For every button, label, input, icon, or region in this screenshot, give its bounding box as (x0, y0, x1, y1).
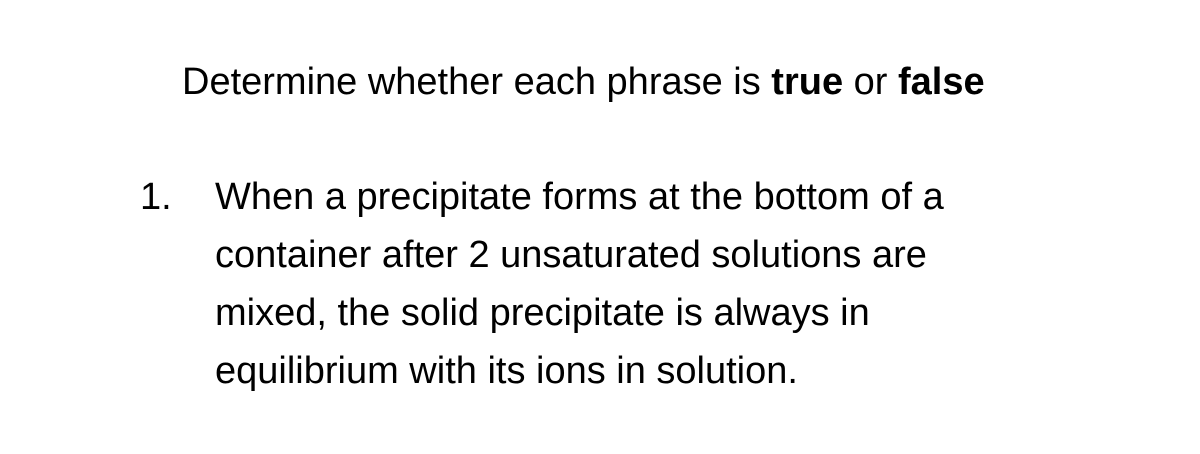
instruction-prefix: Determine whether each phrase is (182, 61, 772, 103)
question-line: mixed, the solid precipitate is always in (215, 292, 870, 334)
question-text (215, 168, 944, 400)
question-line: equilibrium with its ions in solution. (215, 350, 798, 392)
instruction-true-word: true (771, 61, 844, 103)
question-line: container after 2 unsaturated solutions are (215, 234, 927, 276)
question-line: When a precipitate forms at the bottom of a (215, 176, 944, 218)
instruction-heading (182, 57, 985, 107)
question-number: 1. (140, 176, 172, 218)
instruction-false-word: false (898, 61, 985, 103)
instruction-connector: or (843, 61, 898, 103)
